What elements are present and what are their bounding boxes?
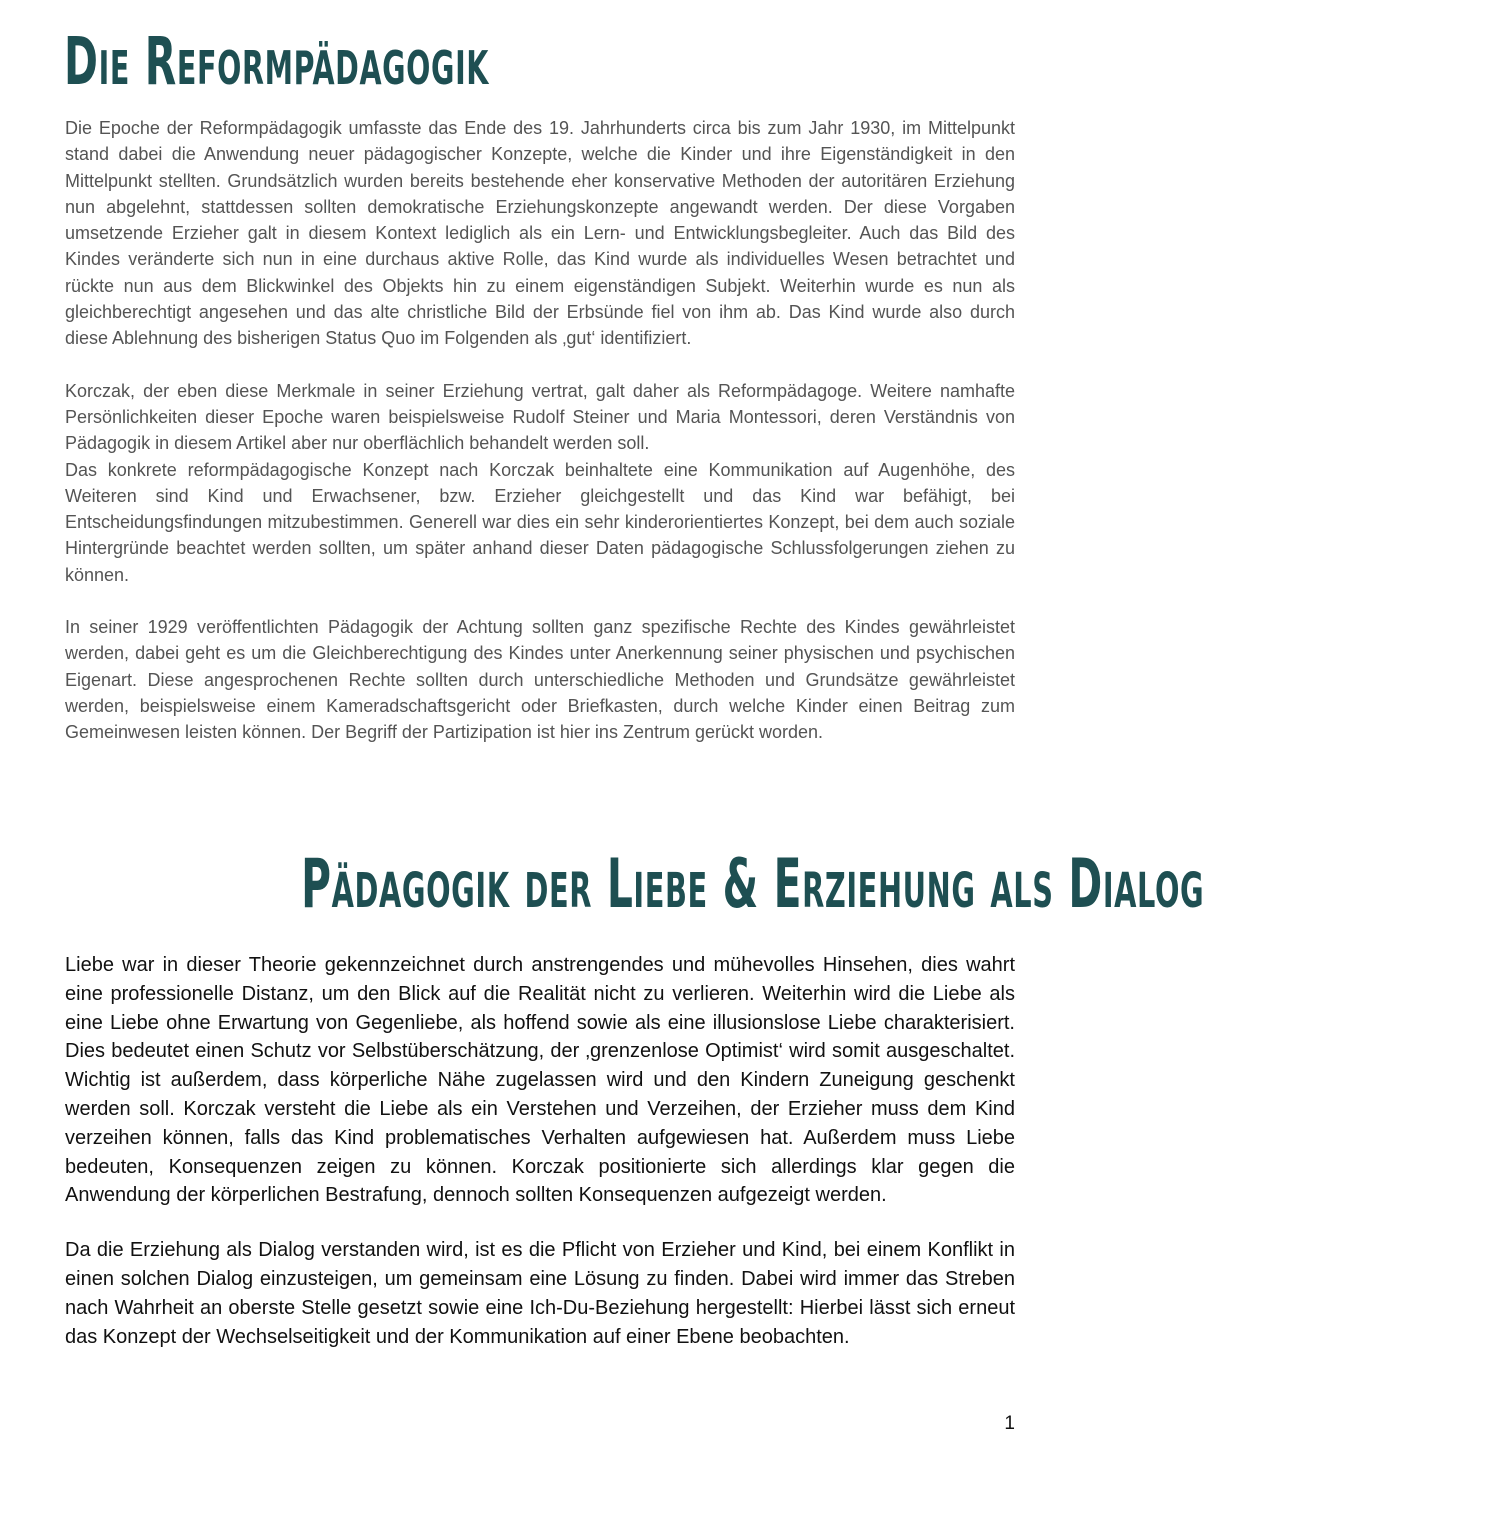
paragraph: Liebe war in dieser Theorie gekennzeichnet durch anstrengendes und mühevolles Hinsehen, dies wahrt eine professionelle Distanz, um den Blick auf die Realität nicht zu verlieren. Weiterhin wird die Liebe als eine Liebe ohne Erwartung von Gegenliebe, als hoffend sowie als eine illusionslose Liebe charakterisiert. Dies bedeutet einen Schutz vor Selbstüberschätzung, der ‚grenzenlose Optimist‘ wird somit ausgeschaltet. Wichtig ist außerdem, dass körperliche Nähe zugelassen wird und den Kindern Zuneigung geschenkt werden soll. Korczak versteht die Liebe als ein Verstehen und Verzeihen, der Erzieher muss dem Kind verzeihen können, falls das Kind problematisches Verhalten aufgewiesen hat. Außerdem muss Liebe bedeuten, Konsequenzen zeigen zu können. Korczak positionierte sich allerdings klar gegen die Anwendung der körperlichen Bestrafung, dennoch sollten Konsequenzen aufgezeigt werden. (65, 954, 1015, 1207)
heading-paedagogik-der-liebe (0, 845, 1205, 925)
section-reformpaedagogik (65, 115, 1015, 746)
page-number: 1 (1004, 1413, 1015, 1434)
paragraph: In seiner 1929 veröffentlichten Pädagogik der Achtung sollten ganz spezifische Rechte des Kindes gewährleistet werden, dabei geht es um die Gleichberechtigung des Kindes unter Anerkennung seiner physischen und psychischen Eigenart. Diese angesprochenen Rechte sollten durch unterschiedliche Methoden und Grundsätze gewährleistet werden, beispielsweise einem Kameradschaftsgericht oder Briefkasten, durch welche Kinder einen Beitrag zum Gemeinwesen leisten können. Der Begriff der Partizipation ist hier ins Zentrum gerückt worden. (65, 617, 1015, 743)
paragraph: Korczak, der eben diese Merkmale in seiner Erziehung vertrat, galt daher als Reformpädagoge. Weitere namhafte Persönlichkeiten dieser Epoche waren beispielsweise Rudolf Steiner und Maria Montessori, deren Verständnis von Pädagogik in diesem Artikel aber nur oberflächlich behandelt werden soll. (65, 380, 1015, 454)
section-paedagogik-der-liebe (65, 951, 1015, 1351)
paragraph: Die Epoche der Reformpädagogik umfasste das Ende des 19. Jahrhunderts circa bis zum Jahr 1930, im Mittelpunkt stand dabei die Anwendung neuer pädagogischer Konzepte, welche die Kinder und ihre Eigenständigkeit in den Mittelpunkt stellten. Grundsätzlich wurden bereits bestehende eher konservative Methoden der autoritären Erziehung nun abgelehnt, stattdessen sollten demokratische Erziehungskonzepte angewandt werden. Der diese Vorgaben umsetzende Erzieher galt in diesem Kontext lediglich als ein Lern- und Entwicklungsbegleiter. Auch das Bild des Kindes veränderte sich nun in eine durchaus aktive Rolle, das Kind wurde als individuelles Wesen betrachtet und rückte nun aus dem Blickwinkel des Objekts hin zu einem eigenständigen Subjekt. Weiterhin wurde es nun als gleichberechtigt angesehen und das alte christliche Bild der Erbsünde fiel von ihm ab. Das Kind wurde also durch diese Ablehnung des bisherigen Status Quo im Folgenden als ‚gut‘ identifiziert. (65, 118, 1015, 349)
paragraph: Da die Erziehung als Dialog verstanden wird, ist es die Pflicht von Erzieher und Kind, bei einem Konflikt in einen solchen Dialog einzusteigen, um gemeinsam eine Lösung zu finden. Dabei wird immer das Streben nach Wahrheit an oberste Stelle gesetzt sowie eine Ich-Du-Beziehung hergestellt: Hierbei lässt sich erneut das Konzept der Wechselseitigkeit und der Kommunikation auf einer Ebene beobachten. (65, 1239, 1015, 1348)
paragraph: Das konkrete reformpädagogische Konzept nach Korczak beinhaltete eine Kommunikation auf Augenhöhe, des Weiteren sind Kind und Erwachsener, bzw. Erzieher gleichgestellt und das Kind war befähigt, bei Entscheidungsfindungen mitzubestimmen. Generell war dies ein sehr kinderorientiertes Konzept, bei dem auch soziale Hintergründe beachtet werden sollten, um später anhand dieser Daten pädagogische Schlussfolgerungen ziehen zu können. (65, 459, 1015, 585)
heading-text: Pädagogik der Liebe & Erziehung als Dialog (301, 845, 1205, 924)
heading-reformpaedagogik: Die Reformpädagogik (64, 23, 490, 100)
